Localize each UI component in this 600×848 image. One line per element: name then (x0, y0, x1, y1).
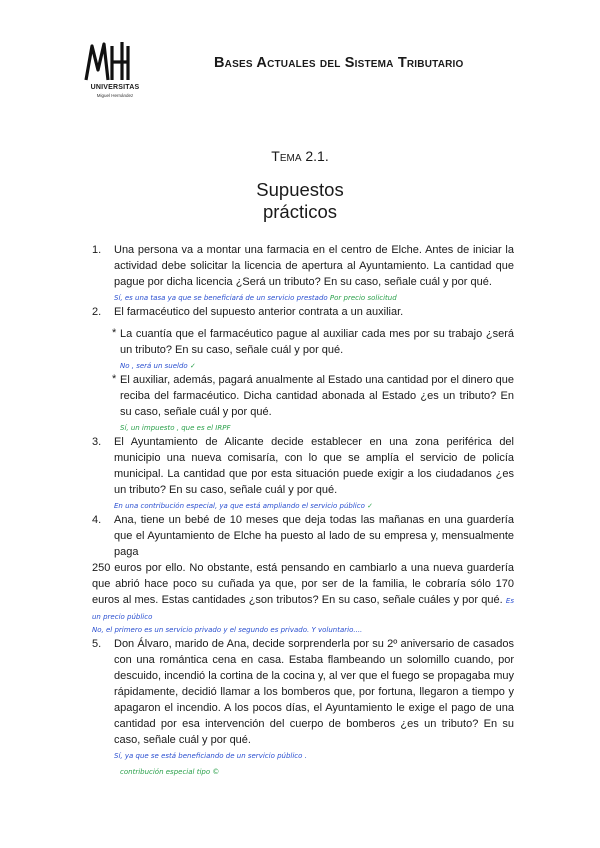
handwritten-note: ✓ (367, 502, 373, 510)
logo-subtext: Miguel Hernández (96, 93, 134, 98)
exercise-2b (96, 372, 514, 434)
handwritten-note: ✓ (189, 362, 196, 370)
exercise-4 (92, 512, 514, 560)
exercise-number: 1. (92, 244, 102, 256)
exercise-3 (92, 434, 514, 512)
handwritten-note: Sí, un impuesto , que es el IRPF (120, 424, 231, 432)
exercise-1 (92, 242, 514, 304)
page-title (0, 179, 600, 223)
bullet-icon: * (112, 373, 117, 385)
university-logo (82, 40, 142, 100)
handwritten-note: No, el primero es un servicio privado y el segundo es privado. Y voluntario.... (92, 626, 363, 634)
exercise-number: 2. (92, 306, 102, 318)
sub-question: La cuantía que el farmacéutico pague al auxiliar cada mes por su trabajo ¿será un tributo? En su caso, señale cuál y por qué. (120, 328, 514, 356)
bullet-icon: * (112, 327, 117, 339)
exercise-4-continued (92, 560, 514, 636)
exercise-number: 3. (92, 436, 102, 448)
logo-mark-icon (82, 40, 142, 84)
exercise-text: Ana, tiene un bebé de 10 meses que deja todas las mañanas en una guardería que el Ayuntamiento de Elche ha puesto al lado de su empresa y, mensualmente paga (114, 514, 514, 558)
handwritten-note: Es un precio público (92, 597, 514, 621)
sub-question: El auxiliar, además, pagará anualmente al Estado una cantidad por el dinero que reciba del farmacéutico. Dicha cantidad abonada al Estado ¿es un tributo? En su caso, señale cuál y por qué. (120, 374, 514, 418)
handwritten-note: En una contribución especial, ya que está ampliando el servicio público (114, 502, 365, 510)
handwritten-note: Por precio solicitud (329, 294, 397, 302)
exercise-text: Una persona va a montar una farmacia en el centro de Elche. Antes de iniciar la actividad debe solicitar la licencia de apertura al Ayuntamiento. La cantidad que pague por dicha licencia ¿Será un tributo? En su caso, señale cuál y por qué. (114, 244, 514, 288)
exercise-text: Don Álvaro, marido de Ana, decide sorprenderla por su 2º aniversario de casados con una romántica cena en casa. Estaba flambeando un solomillo cuando, por descuido, incendió la cortina de la cocina y, al ver que el fuego se propagaba muy rápidamente, decidió llamar a los bomberos que, por fortuna, llegaron a tiempo y apagaron el incendio. A los pocos días, el Ayuntamiento le exige el pago de una cantidad por esa intervención del cuerpo de bomberos ¿es un tributo? En su caso, señale cuál y por qué. (114, 638, 514, 746)
title-line-2: prácticos (262, 201, 338, 222)
exercise-number: 4. (92, 514, 102, 526)
exercise-2a (96, 326, 514, 372)
exercise-text: El farmacéutico del supuesto anterior contrata a un auxiliar. (114, 306, 404, 318)
logo-text: UNIVERSITAS (90, 84, 140, 91)
exercise-2 (92, 304, 514, 320)
exercise-text: 250 euros por ello. No obstante, está pensando en cambiarlo a una nueva guardería que abrió hace poco su cuñada ya que, por ser de la familia, le cobraría sólo 170 euros al mes. Estas cantidades ¿son tributos? En su caso, señale cuáles y por qué. (92, 562, 514, 606)
handwritten-note: No , será un sueldo (120, 362, 188, 370)
title-line-1: Supuestos (256, 179, 344, 200)
handwritten-note: contribución especial tipo © (120, 768, 220, 776)
exercise-5 (92, 636, 514, 778)
handwritten-note: Sí, es una tasa ya que se beneficiará de un servicio prestado (114, 294, 328, 302)
exercise-list (92, 242, 514, 778)
exercise-text: El Ayuntamiento de Alicante decide establecer en una zona periférica del municipio una nueva comisaría, con lo que se amplía el servicio de policía municipal. La cantidad que por esta situación puede exigir a los ciudadanos ¿es un tributo? En su caso, señale cuál y por qué. (114, 436, 514, 496)
exercise-number: 5. (92, 638, 102, 650)
handwritten-note: Sí, ya que se está beneficiando de un servicio público . (114, 752, 307, 760)
tema-heading: Tema 2.1. (271, 148, 329, 164)
header-title: Bases Actuales del Sistema Tributario (214, 55, 464, 71)
